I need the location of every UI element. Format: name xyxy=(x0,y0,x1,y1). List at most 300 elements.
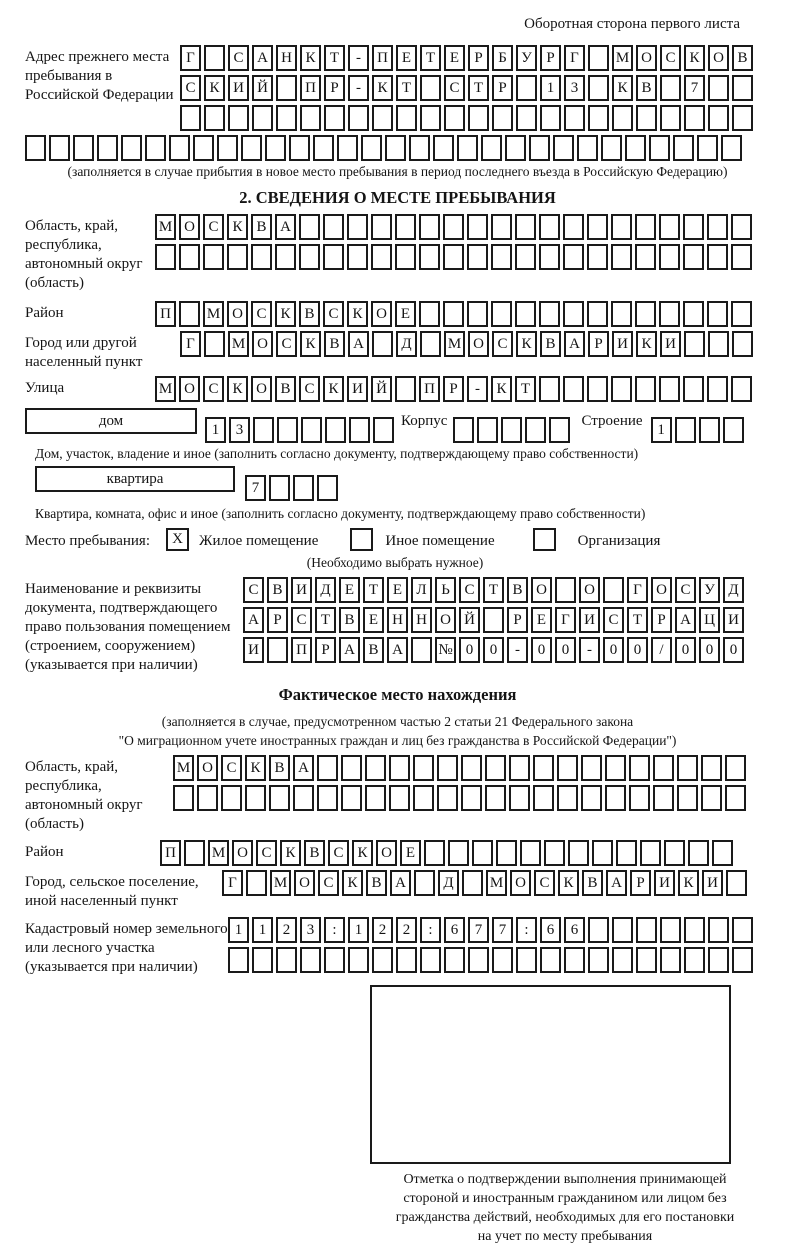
char-cell xyxy=(533,785,554,811)
char-cell xyxy=(485,755,506,781)
char-cell: И xyxy=(228,75,249,101)
char-cell xyxy=(731,244,752,270)
char-cell: С xyxy=(299,376,320,402)
char-cell xyxy=(299,244,320,270)
char-cell: Р xyxy=(468,45,489,71)
char-cell: 0 xyxy=(531,637,552,663)
char-cell: Е xyxy=(400,840,421,866)
char-cell xyxy=(605,755,626,781)
char-cell xyxy=(629,755,650,781)
char-cell xyxy=(529,135,550,161)
oblast-field xyxy=(25,214,770,293)
char-cell: О xyxy=(294,870,315,896)
char-cell xyxy=(49,135,70,161)
char-cell xyxy=(501,417,522,443)
char-cell xyxy=(683,376,704,402)
char-cell xyxy=(461,785,482,811)
char-cell xyxy=(419,214,440,240)
char-cell xyxy=(726,870,747,896)
char-cell xyxy=(659,376,680,402)
char-cell xyxy=(252,947,273,973)
char-cell xyxy=(496,840,517,866)
char-cell xyxy=(173,785,194,811)
prev-address-rows xyxy=(180,45,756,131)
char-cell xyxy=(457,135,478,161)
oblast-rows xyxy=(155,214,755,270)
char-cell xyxy=(197,785,218,811)
checkbox-org xyxy=(533,528,556,551)
char-cell: М xyxy=(444,331,465,357)
char-cell xyxy=(245,785,266,811)
kvartira-box: квартира xyxy=(35,466,235,492)
char-cell: М xyxy=(155,376,176,402)
fact-raion-field xyxy=(25,840,770,866)
char-cell xyxy=(707,376,728,402)
dom-cells xyxy=(205,417,397,443)
char-cell xyxy=(725,755,746,781)
char-cell: В xyxy=(269,755,290,781)
char-cell xyxy=(217,135,238,161)
char-cell xyxy=(372,331,393,357)
stamp-caption-line: Отметка о подтверждении выполнения принимающей xyxy=(403,1172,727,1187)
kvartira-row xyxy=(25,466,770,501)
char-cell: 0 xyxy=(723,637,744,663)
char-cell: В xyxy=(324,331,345,357)
fact-note-1: (заполняется в случае, предусмотренном частью 2 статьи 21 Федерального закона xyxy=(161,714,634,729)
kadastr-rows xyxy=(228,917,756,973)
char-cell: О xyxy=(636,45,657,71)
char-cell xyxy=(616,840,637,866)
char-cell xyxy=(448,840,469,866)
stamp-box xyxy=(370,985,731,1164)
char-cell: В xyxy=(366,870,387,896)
char-cell xyxy=(636,947,657,973)
char-cell xyxy=(581,755,602,781)
char-cell: В xyxy=(304,840,325,866)
char-cell: Т xyxy=(363,577,384,603)
char-cell xyxy=(395,376,416,402)
char-cell xyxy=(683,214,704,240)
char-cell xyxy=(301,417,322,443)
mesto-label: Место пребывания: xyxy=(25,533,150,549)
section2-title: 2. СВЕДЕНИЯ О МЕСТЕ ПРЕБЫВАНИЯ xyxy=(239,188,556,207)
char-cell xyxy=(437,755,458,781)
char-cell: М xyxy=(270,870,291,896)
char-cell: А xyxy=(243,607,264,633)
char-cell xyxy=(592,840,613,866)
char-cell: К xyxy=(684,45,705,71)
char-cell: 0 xyxy=(459,637,480,663)
char-cell xyxy=(372,105,393,131)
char-cell: 2 xyxy=(372,917,393,943)
stroenie-label: Строение xyxy=(581,413,643,429)
char-cell: Л xyxy=(411,577,432,603)
char-cell: С xyxy=(603,607,624,633)
char-cell: Т xyxy=(483,577,504,603)
char-cell xyxy=(293,785,314,811)
char-cell xyxy=(553,135,574,161)
char-cell xyxy=(317,755,338,781)
prev-address-label: Адрес прежнего места пребывания в Российской Федерации xyxy=(25,49,174,103)
char-cell: С xyxy=(328,840,349,866)
char-cell xyxy=(373,417,394,443)
char-cell xyxy=(228,105,249,131)
char-cell: А xyxy=(252,45,273,71)
char-cell xyxy=(179,301,200,327)
char-cell: 1 xyxy=(651,417,672,443)
char-cell xyxy=(549,417,570,443)
char-cell: И xyxy=(291,577,312,603)
char-cell: О xyxy=(371,301,392,327)
char-cell xyxy=(179,244,200,270)
char-cell xyxy=(707,214,728,240)
char-cell: С xyxy=(492,331,513,357)
char-cell xyxy=(241,135,262,161)
char-cell: 0 xyxy=(699,637,720,663)
char-cell xyxy=(467,214,488,240)
char-cell: Н xyxy=(387,607,408,633)
char-cell: И xyxy=(612,331,633,357)
char-cell: С xyxy=(323,301,344,327)
char-cell: Е xyxy=(387,577,408,603)
char-cell xyxy=(324,947,345,973)
char-cell: К xyxy=(491,376,512,402)
char-row xyxy=(173,785,749,811)
char-cell xyxy=(443,214,464,240)
char-cell: Т xyxy=(468,75,489,101)
char-row xyxy=(155,301,755,327)
char-cell xyxy=(625,135,646,161)
char-cell xyxy=(221,785,242,811)
char-row xyxy=(222,870,750,896)
char-cell: М xyxy=(173,755,194,781)
char-cell xyxy=(707,244,728,270)
char-cell: С xyxy=(675,577,696,603)
char-cell xyxy=(323,244,344,270)
char-cell xyxy=(732,331,753,357)
char-cell xyxy=(444,947,465,973)
char-cell xyxy=(732,947,753,973)
char-cell: 0 xyxy=(483,637,504,663)
char-cell: П xyxy=(291,637,312,663)
char-cell xyxy=(516,75,537,101)
char-row xyxy=(155,214,755,240)
fact-oblast-rows xyxy=(173,755,749,811)
char-cell xyxy=(462,870,483,896)
char-cell: О xyxy=(579,577,600,603)
char-cell xyxy=(708,331,729,357)
char-cell xyxy=(276,75,297,101)
char-cell xyxy=(712,840,733,866)
kvartira-caption: Квартира, комната, офис и иное (заполнить согласно документу, подтверждающему право собственности) xyxy=(35,506,646,521)
prev-address-field xyxy=(25,45,770,131)
char-cell xyxy=(323,214,344,240)
char-cell xyxy=(300,105,321,131)
char-cell: М xyxy=(228,331,249,357)
doc-field xyxy=(25,577,770,675)
char-cell xyxy=(492,947,513,973)
char-cell: И xyxy=(660,331,681,357)
char-cell xyxy=(389,755,410,781)
char-cell: К xyxy=(280,840,301,866)
char-cell: П xyxy=(300,75,321,101)
checkbox-inoe xyxy=(350,528,373,551)
char-cell xyxy=(299,214,320,240)
char-cell xyxy=(396,105,417,131)
char-cell xyxy=(155,244,176,270)
char-cell xyxy=(516,947,537,973)
char-cell xyxy=(708,917,729,943)
char-cell: : xyxy=(324,917,345,943)
char-cell: С xyxy=(228,45,249,71)
char-cell xyxy=(267,637,288,663)
char-cell: А xyxy=(275,214,296,240)
korpus-cells xyxy=(453,417,573,443)
char-cell: 1 xyxy=(252,917,273,943)
kadastr-label: Кадастровый номер земельного или лесного участка (указывается при наличии) xyxy=(25,921,228,975)
char-cell: В xyxy=(636,75,657,101)
char-cell: С xyxy=(203,376,224,402)
char-cell: 6 xyxy=(444,917,465,943)
char-cell: М xyxy=(155,214,176,240)
char-cell xyxy=(732,105,753,131)
stroenie-cells xyxy=(651,417,747,443)
prev-address-caption: (заполняется в случае прибытия в новое место пребывания в период последнего въезда в Российскую Федерацию) xyxy=(67,164,728,179)
dom-box: дом xyxy=(25,408,197,434)
mesto-note: (Необходимо выбрать нужное) xyxy=(306,555,484,570)
char-cell: Р xyxy=(267,607,288,633)
char-cell xyxy=(568,840,589,866)
stamp-caption-line: гражданства действий, необходимых для его постановки xyxy=(395,1210,735,1225)
char-cell xyxy=(721,135,742,161)
char-cell: Д xyxy=(315,577,336,603)
char-cell xyxy=(515,244,536,270)
char-cell: С xyxy=(444,75,465,101)
char-cell xyxy=(588,105,609,131)
char-cell: У xyxy=(516,45,537,71)
char-cell xyxy=(731,301,752,327)
mesto-option-inoe: Иное помещение xyxy=(385,533,495,549)
char-cell xyxy=(444,105,465,131)
char-cell: : xyxy=(420,917,441,943)
char-cell: 3 xyxy=(300,917,321,943)
char-cell: Е xyxy=(531,607,552,633)
doc-label: Наименование и реквизиты документа, подтверждающего право пользования помещением (строением, сооружением) (указывается при наличии) xyxy=(25,581,231,673)
kadastr-field xyxy=(25,917,770,977)
char-cell: Д xyxy=(438,870,459,896)
char-cell xyxy=(505,135,526,161)
char-cell xyxy=(659,301,680,327)
char-cell xyxy=(640,840,661,866)
char-cell xyxy=(300,947,321,973)
char-cell xyxy=(635,376,656,402)
char-cell xyxy=(588,917,609,943)
char-cell xyxy=(509,755,530,781)
char-cell xyxy=(389,785,410,811)
char-cell: Г xyxy=(180,331,201,357)
char-cell xyxy=(325,417,346,443)
char-cell: С xyxy=(251,301,272,327)
char-cell: 0 xyxy=(555,637,576,663)
char-cell xyxy=(424,840,445,866)
char-row xyxy=(228,917,756,943)
char-cell xyxy=(659,244,680,270)
char-cell xyxy=(587,214,608,240)
char-cell: П xyxy=(419,376,440,402)
char-cell: Г xyxy=(555,607,576,633)
char-cell xyxy=(491,244,512,270)
char-cell: 1 xyxy=(205,417,226,443)
char-cell: К xyxy=(352,840,373,866)
char-cell: С xyxy=(276,331,297,357)
char-cell: О xyxy=(232,840,253,866)
char-cell: - xyxy=(348,75,369,101)
char-cell xyxy=(660,917,681,943)
char-cell xyxy=(539,214,560,240)
char-row xyxy=(160,840,736,866)
char-cell: О xyxy=(708,45,729,71)
char-row xyxy=(180,45,756,71)
dom-caption: Дом, участок, владение и иное (заполнить согласно документу, подтверждающему право собственности) xyxy=(35,446,639,461)
char-cell: А xyxy=(293,755,314,781)
char-cell xyxy=(708,947,729,973)
char-cell: Т xyxy=(627,607,648,633)
char-cell xyxy=(277,417,298,443)
char-cell xyxy=(611,244,632,270)
char-cell xyxy=(699,417,720,443)
char-cell: Р xyxy=(630,870,651,896)
char-cell xyxy=(581,785,602,811)
char-cell xyxy=(659,214,680,240)
char-cell xyxy=(683,244,704,270)
char-cell xyxy=(413,785,434,811)
char-cell xyxy=(491,301,512,327)
char-cell xyxy=(276,947,297,973)
char-cell xyxy=(395,244,416,270)
char-cell xyxy=(677,755,698,781)
char-cell xyxy=(341,785,362,811)
char-row xyxy=(180,105,756,131)
kvartira-cells xyxy=(245,475,341,501)
char-cell: 2 xyxy=(276,917,297,943)
char-cell: Г xyxy=(180,45,201,71)
char-cell: С xyxy=(243,577,264,603)
char-cell: С xyxy=(221,755,242,781)
char-cell: О xyxy=(197,755,218,781)
char-cell xyxy=(203,244,224,270)
char-cell xyxy=(251,244,272,270)
char-cell xyxy=(539,376,560,402)
char-row xyxy=(243,577,747,603)
char-cell: К xyxy=(300,331,321,357)
char-cell xyxy=(228,947,249,973)
char-cell: - xyxy=(507,637,528,663)
char-cell xyxy=(564,105,585,131)
fact-note-2: "О миграционном учете иностранных граждан и лиц без гражданства в Российской Федерации") xyxy=(118,733,677,748)
char-row xyxy=(155,376,755,402)
char-cell: К xyxy=(245,755,266,781)
char-cell xyxy=(539,301,560,327)
char-cell xyxy=(485,785,506,811)
char-cell: Р xyxy=(324,75,345,101)
raion-field xyxy=(25,301,770,327)
char-cell: - xyxy=(467,376,488,402)
char-cell: 7 xyxy=(468,917,489,943)
char-cell xyxy=(605,785,626,811)
char-cell: Ц xyxy=(699,607,720,633)
char-cell xyxy=(732,75,753,101)
char-cell xyxy=(684,917,705,943)
char-cell: Р xyxy=(651,607,672,633)
char-cell: Р xyxy=(540,45,561,71)
char-cell: В xyxy=(339,607,360,633)
char-cell xyxy=(635,301,656,327)
char-cell xyxy=(708,105,729,131)
char-cell: С xyxy=(203,214,224,240)
char-cell: А xyxy=(348,331,369,357)
fact-gorod-field xyxy=(25,870,770,911)
char-cell: В xyxy=(251,214,272,240)
char-cell xyxy=(611,301,632,327)
char-cell: О xyxy=(252,331,273,357)
char-cell xyxy=(701,785,722,811)
char-cell xyxy=(73,135,94,161)
char-cell xyxy=(520,840,541,866)
char-cell xyxy=(684,105,705,131)
char-cell: М xyxy=(203,301,224,327)
char-cell: Е xyxy=(396,45,417,71)
char-cell: 2 xyxy=(396,917,417,943)
char-cell xyxy=(588,947,609,973)
char-cell: К xyxy=(612,75,633,101)
char-cell xyxy=(635,214,656,240)
char-cell xyxy=(557,755,578,781)
char-cell: И xyxy=(579,607,600,633)
char-cell xyxy=(481,135,502,161)
char-cell xyxy=(419,301,440,327)
char-cell xyxy=(660,105,681,131)
char-cell xyxy=(269,475,290,501)
char-cell: Е xyxy=(363,607,384,633)
char-cell xyxy=(472,840,493,866)
char-cell: О xyxy=(227,301,248,327)
char-cell: Р xyxy=(315,637,336,663)
char-cell xyxy=(289,135,310,161)
char-cell xyxy=(515,301,536,327)
doc-rows xyxy=(243,577,747,663)
char-cell xyxy=(324,105,345,131)
char-cell: И xyxy=(654,870,675,896)
char-cell xyxy=(347,214,368,240)
char-cell xyxy=(419,244,440,270)
char-cell xyxy=(684,331,705,357)
char-cell: М xyxy=(208,840,229,866)
oblast-label: Область, край, республика, автономный округ (область) xyxy=(25,218,143,291)
char-cell xyxy=(612,917,633,943)
char-cell: Н xyxy=(276,45,297,71)
char-cell: Г xyxy=(627,577,648,603)
char-cell xyxy=(587,376,608,402)
char-cell xyxy=(204,105,225,131)
char-cell xyxy=(184,840,205,866)
char-cell: К xyxy=(347,301,368,327)
char-cell xyxy=(349,417,370,443)
char-cell: 6 xyxy=(564,917,585,943)
char-cell: Д xyxy=(396,331,417,357)
char-cell xyxy=(675,417,696,443)
char-cell xyxy=(688,840,709,866)
char-cell xyxy=(525,417,546,443)
